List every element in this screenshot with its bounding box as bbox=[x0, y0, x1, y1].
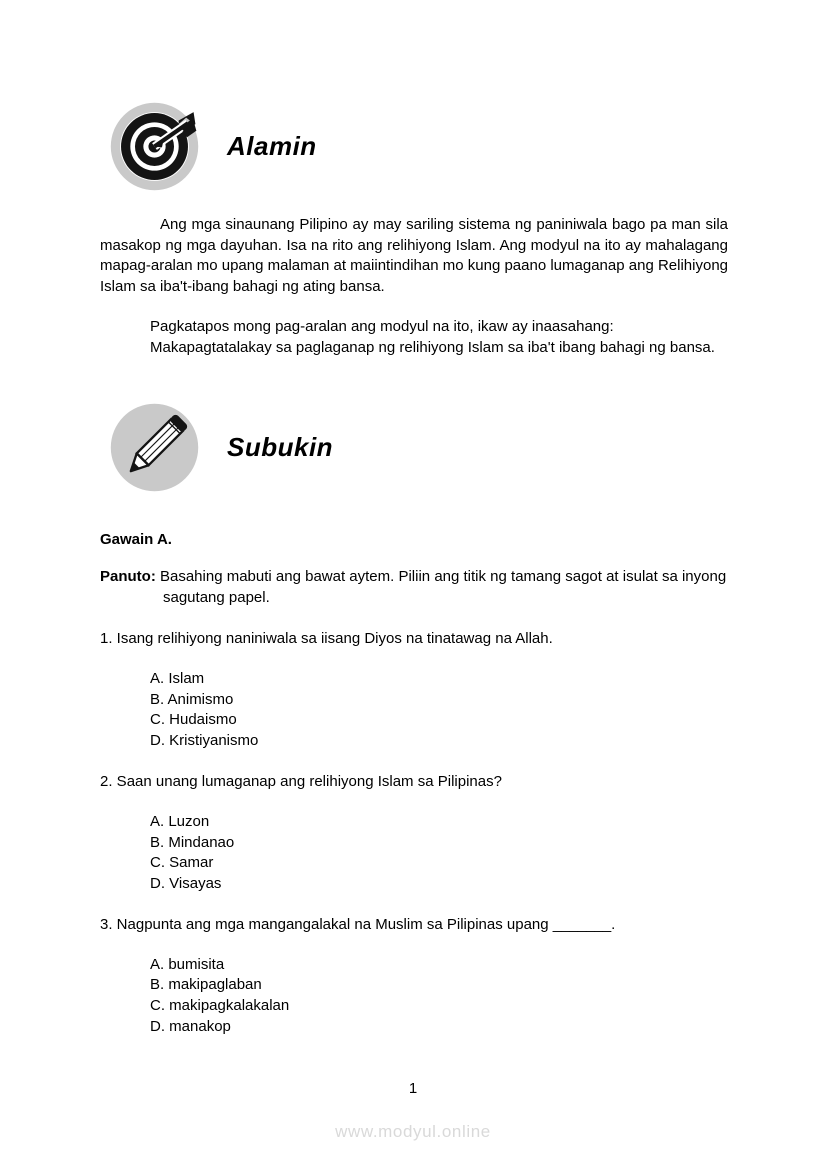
watermark: www.modyul.online bbox=[335, 1122, 491, 1141]
question-3 bbox=[100, 915, 728, 936]
question-1-text: Isang relihiyong naniniwala sa iisang Diyos na tinatawag na Allah. bbox=[112, 630, 553, 648]
objectives-intro-line: Pagkatapos mong pag-aralan ang modyul na ito, ikaw ay inaasahang: bbox=[150, 318, 614, 336]
panuto bbox=[100, 567, 728, 608]
choice-item: A. bumisita bbox=[150, 955, 225, 973]
choice-item: D. Visayas bbox=[150, 874, 222, 892]
choice-item: C. Samar bbox=[150, 854, 214, 872]
intro-paragraph: Ang mga sinaunang Pilipino ay may sariling sistema ng paniniwala bago pa man sila masakop ng mga dayuhan. Isa na rito ang relihiyong Islam. Ang modyul na ito ay mahalagang mapag-aralan mo upang malaman at maiintindihan mo kung paano lumaganap ang Relihiyong Islam sa iba't-ibang bahagi ng ating bansa. bbox=[100, 216, 728, 295]
target-icon bbox=[108, 100, 201, 193]
page-number: 1 bbox=[408, 1080, 418, 1097]
panuto-label: Panuto: bbox=[100, 568, 156, 586]
subukin-heading: Subukin bbox=[227, 431, 334, 462]
pencil-icon bbox=[108, 401, 201, 494]
objectives-block bbox=[150, 317, 728, 358]
panuto-text: Basahing mabuti ang bawat aytem. Piliin ang titik ng tamang sagot at isulat sa inyong sagutang papel. bbox=[155, 568, 727, 606]
activity-label: Gawain A. bbox=[100, 530, 172, 548]
choice-item: B. Animismo bbox=[150, 690, 234, 708]
question-1-number: 1. bbox=[100, 630, 113, 648]
subukin-section-header bbox=[108, 401, 728, 494]
choice-item: B. Mindanao bbox=[150, 833, 235, 851]
question-2-choices bbox=[150, 812, 728, 894]
alamin-section-header bbox=[108, 100, 728, 193]
choice-item: C. Hudaismo bbox=[150, 711, 237, 729]
question-3-text: Nagpunta ang mga mangangalakal na Muslim sa Pilipinas upang _______. bbox=[112, 916, 616, 934]
choice-item: B. makipaglaban bbox=[150, 976, 262, 994]
question-2-text: Saan unang lumaganap ang relihiyong Islam sa Pilipinas? bbox=[112, 773, 502, 791]
question-2-number: 2. bbox=[100, 773, 113, 791]
question-3-number: 3. bbox=[100, 916, 113, 934]
objective-line: Makapagtatalakay sa paglaganap ng relihiyong Islam sa iba't ibang bahagi ng bansa. bbox=[150, 338, 715, 356]
question-2 bbox=[100, 772, 728, 793]
question-1-choices bbox=[150, 669, 728, 751]
alamin-heading: Alamin bbox=[227, 131, 317, 162]
choice-item: D. Kristiyanismo bbox=[150, 731, 259, 749]
choice-item: D. manakop bbox=[150, 1017, 231, 1035]
question-1 bbox=[100, 629, 728, 650]
choice-item: C. makipagkalakalan bbox=[150, 997, 290, 1015]
question-3-choices bbox=[150, 955, 728, 1037]
choice-item: A. Luzon bbox=[150, 812, 210, 830]
page-content bbox=[100, 0, 728, 1037]
choice-item: A. Islam bbox=[150, 669, 205, 687]
